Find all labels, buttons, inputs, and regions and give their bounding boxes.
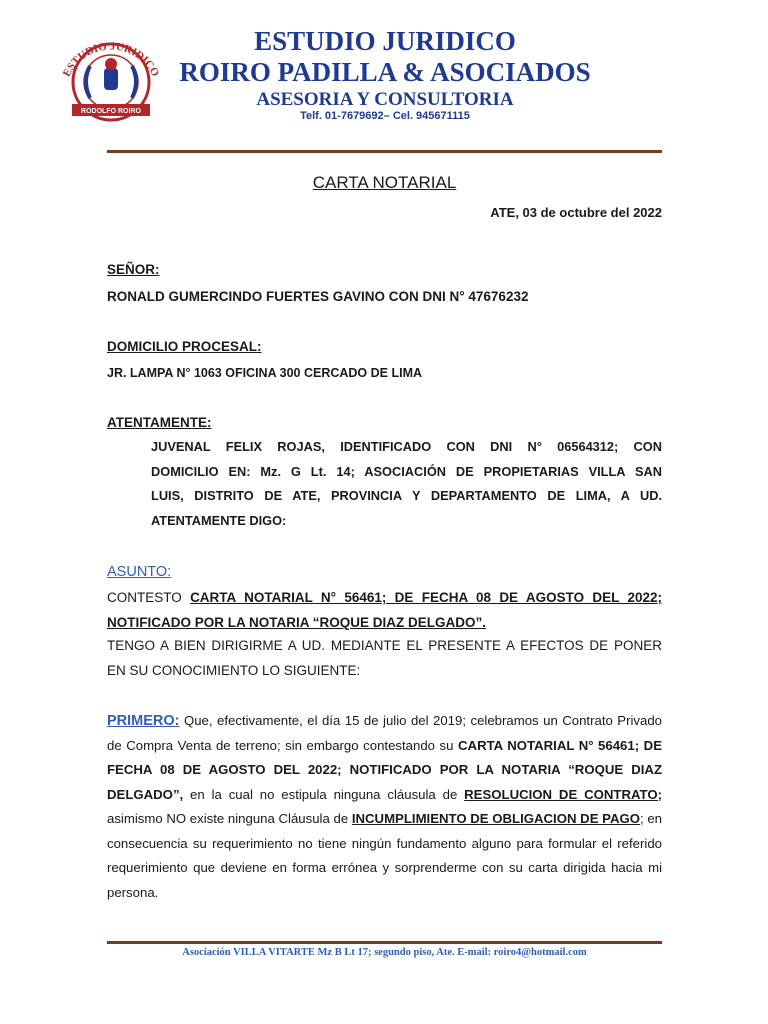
firm-seal-logo bbox=[52, 26, 170, 122]
tengo-line: EN SU CONOCIMIENTO LO SIGUIENTE: bbox=[107, 662, 361, 678]
atentamente-line: LUIS, DISTRITO DE ATE, PROVINCIA Y DEPARTAMENTO DE LIMA, A UD. bbox=[151, 488, 662, 503]
firm-name-line1: ESTUDIO JURIDICO bbox=[254, 26, 516, 56]
primero-text-5: asimismo NO existe ninguna Cláusula de bbox=[107, 811, 352, 826]
firm-phones: Telf. 01-7679692– Cel. 945671115 bbox=[300, 110, 470, 122]
footer-divider bbox=[107, 941, 662, 944]
logo-ribbon-text: RODOLFO ROIRO bbox=[81, 108, 141, 115]
atentamente-line: JUVENAL FELIX ROJAS, IDENTIFICADO CON DNI N° 06564312; CON bbox=[151, 439, 662, 454]
primero-text-2: CARTA NOTARIAL N° 56461; DE FECHA 08 DE AGOSTO DEL 2022; NOTIFICADO POR LA NOTARIA “ROQUE DIAZ DELGADO”, bbox=[107, 737, 662, 802]
document-title: CARTA NOTARIAL bbox=[312, 173, 457, 192]
atentamente-paragraph bbox=[151, 435, 662, 533]
atentamente-line: ATENTAMENTE DIGO: bbox=[151, 512, 287, 528]
asunto-pre: CONTESTO bbox=[107, 590, 191, 605]
logo-arc-text: ESTUDIO JURIDICO bbox=[60, 40, 162, 79]
domicilio-value: JR. LAMPA N° 1063 OFICINA 300 CERCADO DE LIMA bbox=[107, 366, 423, 380]
tengo-line: TENGO A BIEN DIRIGIRME A UD. MEDIANTE EL PRESENTE A EFECTOS DE PONER bbox=[107, 638, 662, 653]
firm-tagline: ASESORIA Y CONSULTORIA bbox=[256, 89, 514, 110]
asunto-label: ASUNTO: bbox=[107, 564, 172, 580]
asunto-line bbox=[107, 586, 662, 611]
senor-label: SEÑOR: bbox=[107, 262, 160, 277]
asunto-reference-2: NOTIFICADO POR LA NOTARIA “ROQUE DIAZ DELGADO”. bbox=[107, 614, 486, 630]
primero-text-3: en la cual no estipula ninguna cláusula de bbox=[183, 786, 465, 802]
atentamente-line: DOMICILIO EN: Mz. G Lt. 14; ASOCIACIÓN DE PROPIETARIAS VILLA SAN bbox=[151, 463, 662, 479]
primero-text-4: RESOLUCION DE CONTRATO; bbox=[464, 786, 662, 802]
tengo-paragraph bbox=[107, 634, 662, 683]
primero-label: PRIMERO: bbox=[107, 713, 180, 729]
primero-text-1: Que, efectivamente, el día 15 de julio del 2019; celebramos un Contrato Privado de Compra Venta de terreno; sin embargo contestando su bbox=[107, 713, 662, 753]
domicilio-label: DOMICILIO PROCESAL: bbox=[107, 339, 262, 354]
header-divider bbox=[107, 150, 662, 153]
primero-text-6: INCUMPLIMIENTO DE OBLIGACION DE PAGO bbox=[351, 811, 641, 826]
atentamente-label: ATENTAMENTE: bbox=[107, 415, 212, 430]
primero-text-7: ; en consecuencia su requerimiento no tiene ningún fundamento alguno para formular el referido requerimiento que deviene en forma errónea y sorprenderme con su carta dirigida hacia mi persona. bbox=[107, 811, 663, 900]
asunto-paragraph bbox=[107, 586, 662, 635]
firm-name-line2: ROIRO PADILLA & ASOCIADOS bbox=[179, 57, 591, 87]
asunto-reference-1: CARTA NOTARIAL N° 56461; DE FECHA 08 DE AGOSTO DEL 2022; bbox=[190, 590, 662, 605]
recipient-name: RONALD GUMERCINDO FUERTES GAVINO CON DNI N° 47676232 bbox=[107, 289, 529, 304]
primero-paragraph bbox=[107, 709, 662, 905]
document-date: ATE, 03 de octubre del 2022 bbox=[490, 205, 662, 220]
footer-address: Asociación VILLA VITARTE Mz B Lt 17; segundo piso, Ate. E-mail: roiro4@hotmail.com bbox=[182, 947, 587, 958]
